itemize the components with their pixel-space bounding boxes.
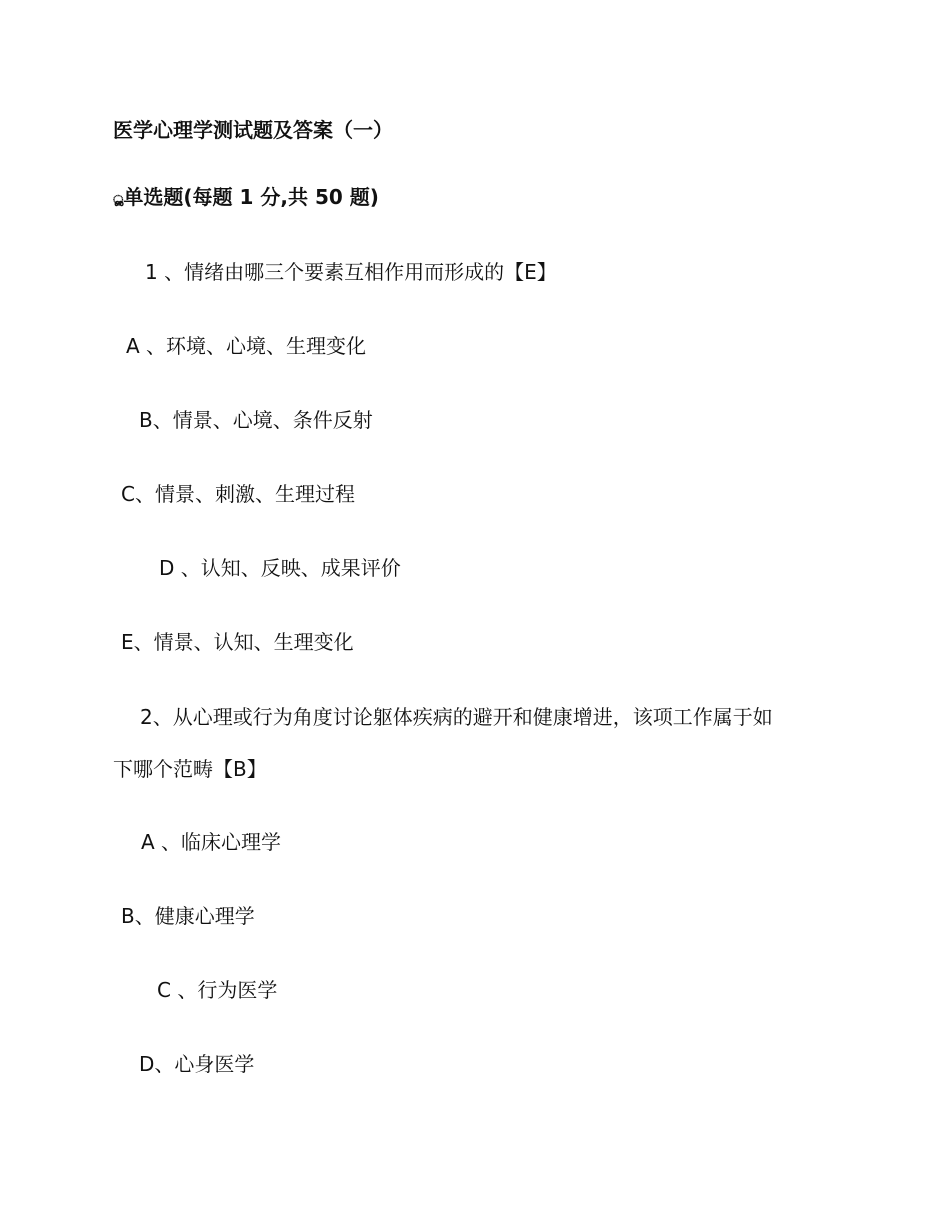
question-2-option-b: B、健康心理学 — [121, 904, 255, 928]
section-heading-text: 单选题(每题 1 分,共 50 题) — [123, 185, 379, 209]
question-2-option-c: C 、行为医学 — [157, 978, 278, 1002]
question-1-option-e: E、情景、认知、生理变化 — [121, 630, 354, 654]
document-title: 医学心理学测试题及答案（一） — [113, 118, 393, 142]
section-heading — [113, 185, 379, 213]
question-1-option-b: B、情景、心境、条件反射 — [139, 408, 373, 432]
question-2-stem-line-1: 2、从心理或行为角度讨论躯体疾病的避开和健康增进，该项工作属于如 — [140, 705, 773, 729]
question-2-stem-line-2: 下哪个范畴【B】 — [113, 757, 267, 781]
question-1-option-a: A 、环境、心境、生理变化 — [126, 334, 367, 358]
bullet-icon: ൢ — [113, 193, 124, 208]
question-2-option-a: A 、临床心理学 — [141, 830, 282, 854]
question-2-option-d: D、心身医学 — [139, 1052, 255, 1076]
question-1-option-c: C、情景、刺激、生理过程 — [121, 482, 355, 506]
question-1-option-d: D 、认知、反映、成果评价 — [159, 556, 401, 580]
question-1-stem: 1 、情绪由哪三个要素互相作用而形成的【E】 — [145, 260, 557, 284]
